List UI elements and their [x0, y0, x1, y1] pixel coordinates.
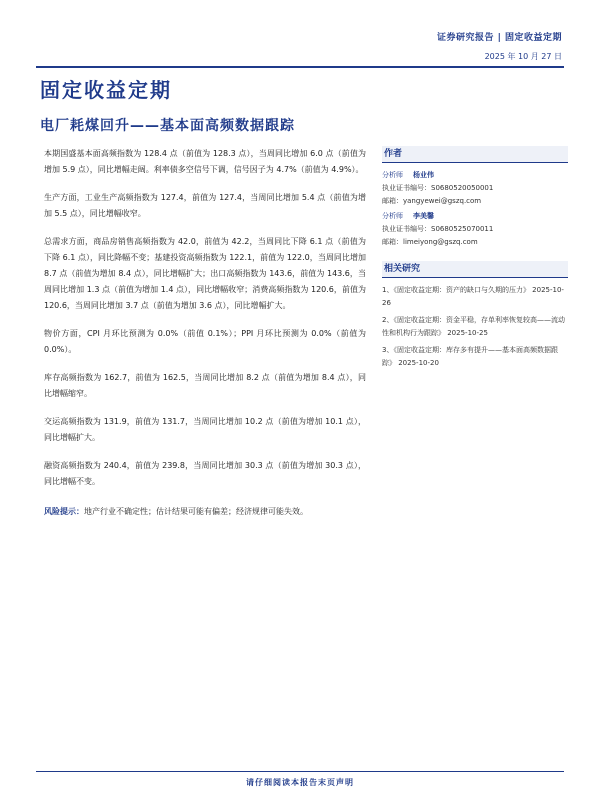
inventory-paragraph: 库存高频指数为 162.7，前值为 162.5，当周同比增加 8.2 点（前值为增加 8.4 点），同比增幅缩窄。 [44, 373, 366, 398]
analyst-name: 李美馨 [413, 212, 434, 220]
risk-label: 风险提示： [44, 507, 84, 516]
email-link[interactable]: limeiyong@gszq.com [403, 238, 478, 246]
report-type: 固定收益定期 [40, 78, 172, 102]
analyst-2-cert [382, 223, 568, 236]
analyst-role: 分析师 [382, 212, 403, 220]
analyst-role: 分析师 [382, 171, 403, 179]
analyst-1-line [382, 169, 568, 182]
analyst-name: 杨业伟 [413, 171, 434, 179]
report-header [437, 30, 562, 62]
analyst-1-cert [382, 182, 568, 195]
email-label: 邮箱： [382, 197, 403, 205]
report-title: 电厂耗煤回升——基本面高频数据跟踪 [40, 118, 295, 134]
header-divider [36, 66, 564, 68]
cert-label: 执业证书编号： [382, 184, 431, 192]
cert-number: S0680520050001 [431, 184, 494, 192]
email-link[interactable]: yangyewei@gszq.com [403, 197, 482, 205]
demand-paragraph: 总需求方面，商品房销售高频指数为 42.0，前值为 42.2，当周同比下降 6.1 点（前值为下降 6.1 点），同比降幅不变；基建投资高频指数为 122.1，前值为 122.0，当周同比增加 8.7 点（前值为增加 8.4 点），同比增幅扩大；出口高频指数为 143.6，前值为 143.6，当周同比增加 1.3 点（前值为增加 1.4 点），同比增幅收窄；消费高频指数为 120.6，前值为 120.6，当周同比增加 3.7 点（前值为增加 3.6 点），同比增幅扩大。 [44, 237, 366, 310]
cert-label: 执业证书编号： [382, 225, 431, 233]
related-heading: 相关研究 [382, 261, 568, 278]
analyst-2-line [382, 210, 568, 223]
authors-heading: 作者 [382, 146, 568, 163]
risk-text: 地产行业不确定性；估计结果可能有偏差；经济规律可能失效。 [84, 507, 308, 516]
main-content [44, 146, 366, 520]
related-item[interactable]: 1、《固定收益定期：资产的缺口与久期的压力》 2025-10-26 [382, 286, 564, 307]
analyst-2-email [382, 236, 568, 249]
email-label: 邮箱： [382, 238, 403, 246]
summary-paragraph: 本期国盛基本面高频指数为 128.4 点（前值为 128.3 点），当周同比增加 6.0 点（前值为增加 5.9 点），同比增幅走阔。利率债多空信号下调，信号因子为 4.7%（前值为 4.9%）。 [44, 149, 366, 174]
analyst-1-email [382, 195, 568, 208]
footer-disclaimer: 请仔细阅读本报告末页声明 [246, 778, 354, 787]
related-research [382, 261, 568, 370]
sidebar [382, 146, 568, 374]
report-date: 2025 年 10 月 27 日 [484, 52, 562, 61]
financing-paragraph: 融资高频指数为 240.4，前值为 239.8，当周同比增加 30.3 点（前值为增加 30.3 点），同比增幅不变。 [44, 461, 366, 486]
related-item[interactable]: 2、《固定收益定期：资金平稳，存单利率恢复较高——流动性和机构行为跟踪》 2025-10-25 [382, 316, 565, 337]
risk-warning [44, 504, 366, 520]
footer-divider [36, 771, 564, 772]
cert-number: S0680525070011 [431, 225, 494, 233]
transport-paragraph: 交运高频指数为 131.9，前值为 131.7，当周同比增加 10.2 点（前值为增加 10.1 点），同比增幅扩大。 [44, 417, 366, 442]
production-paragraph: 生产方面，工业生产高频指数为 127.4，前值为 127.4，当周同比增加 5.4 点（前值为增加 5.5 点），同比增幅收窄。 [44, 193, 366, 218]
related-item[interactable]: 3、《固定收益定期：库存多有提升——基本面高频数据跟踪》 2025-10-20 [382, 346, 558, 367]
price-paragraph: 物价方面，CPI 月环比预测为 0.0%（前值 0.1%）；PPI 月环比预测为 0.0%（前值为 0.0%）。 [44, 329, 366, 354]
header-category: 证券研究报告 | 固定收益定期 [436, 33, 562, 43]
